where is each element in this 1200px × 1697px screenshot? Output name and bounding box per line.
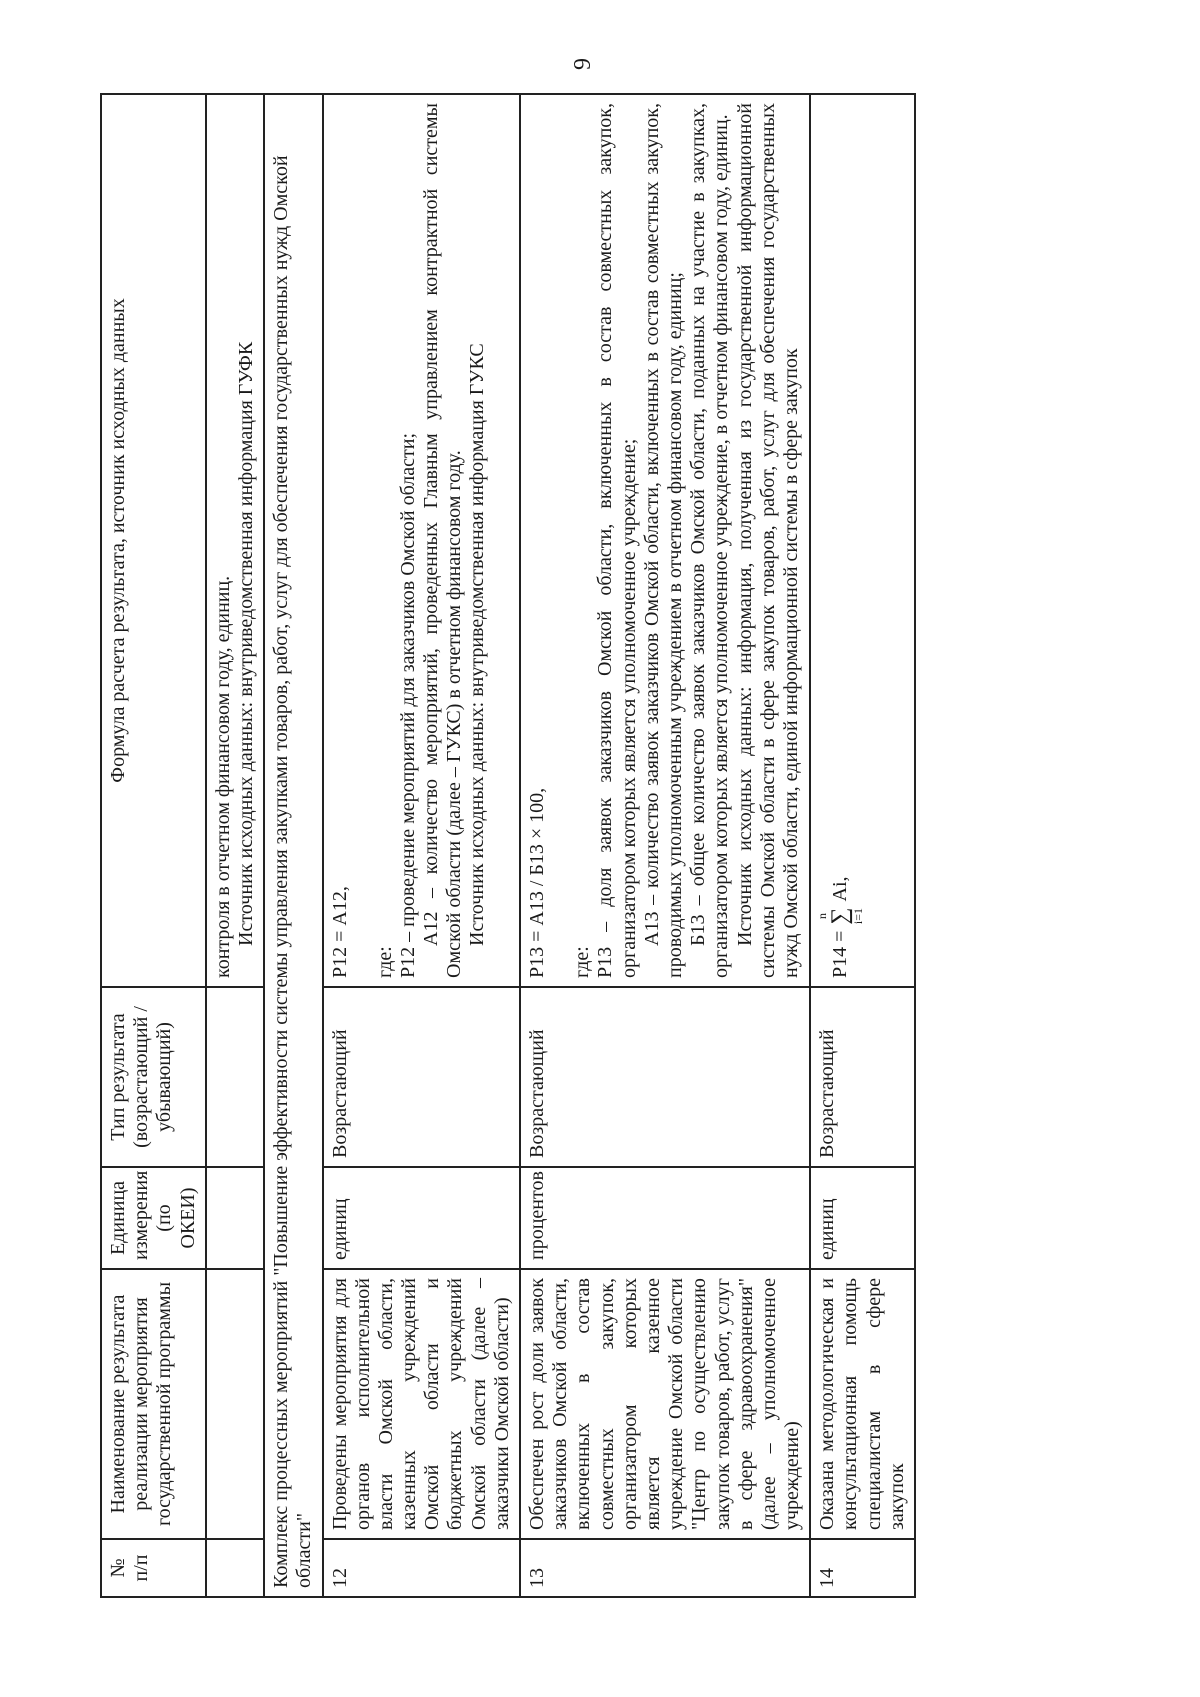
formula-definition: А13 – количество заявок заказчиков Омской области, включенных в состав совместных закупок, проводимых уполномоченным учреждением в отчетном финансовом году, единиц;: [640, 103, 686, 978]
row-unit: единиц: [323, 1167, 521, 1269]
row-name: Оказана методологическая и консультационная помощь специалистам в сфере закупок: [810, 1269, 915, 1539]
continuation-text: контроля в отчетном финансовом году, единиц.: [211, 575, 234, 978]
section-row: [264, 94, 322, 1597]
row-name: Проведены мероприятия для органов исполнительной власти Омской области, казенных учреждений Омской области и бюджетных учреждений Омской области (далее – заказчики Омской области): [323, 1269, 521, 1539]
row-unit: процентов: [520, 1167, 810, 1269]
row-num: 12: [323, 1539, 521, 1597]
row-formula-cell: [810, 94, 915, 987]
row-num: 13: [520, 1539, 810, 1597]
formula: Р12 = А12,: [328, 886, 351, 978]
formula: [816, 876, 864, 978]
table-row: [520, 94, 810, 1597]
formula-where: где:: [571, 946, 594, 978]
formula-where: где:: [373, 946, 396, 978]
continuation-source: Источник исходных данных: внутриведомственная информация ГУФК: [234, 341, 257, 946]
table-row: [323, 94, 521, 1597]
formula-definition: Б13 – общее количество заявок заказчиков Омской области, поданных на участие в закупках, организатором которых является уполномоченное учреждение, в отчетном финансовом году, единиц.: [687, 103, 733, 978]
results-table: [100, 93, 916, 1598]
formula-definition: Р13 – доля заявок заказчиков Омской области, включенных в состав совместных закупок, организатором которых является уполномоченное учреждение;: [594, 103, 640, 978]
sum-upper-limit: n: [815, 913, 830, 920]
formula: Р13 = А13 / Б13 × 100,: [526, 787, 548, 978]
row-type: Возрастающий: [810, 987, 915, 1167]
row-num: 14: [810, 1539, 915, 1597]
row-type: Возрастающий: [520, 987, 810, 1167]
header-num: № п/п: [101, 1539, 206, 1597]
sigma-symbol: ∑: [827, 907, 854, 925]
row-type: Возрастающий: [323, 987, 521, 1167]
formula-lhs: Р14 =: [828, 930, 851, 978]
row-name: Обеспечен рост доли заявок заказчиков Омской области, включенных в состав совместных закупок, организатором которых является казенное учреждение Омской области "Центр по осуществлению закупок товаров, работ, услуг в сфере здравоохранения" (далее – уполномоченное учреждение): [520, 1269, 810, 1539]
row-formula-cell: [520, 94, 810, 987]
header-formula: Формула расчета результата, источник исходных данных: [101, 94, 206, 987]
table-header-row: [101, 94, 206, 1597]
header-unit: Единица измерения (по ОКЕИ): [101, 1167, 206, 1269]
row-unit: единиц: [810, 1167, 915, 1269]
page-number: 9: [570, 58, 596, 70]
continuation-row: [206, 94, 264, 1597]
summation: [816, 907, 864, 924]
formula-rhs: Ai,: [828, 876, 851, 902]
continuation-cell: [206, 94, 264, 987]
header-type: Тип результата (возрастающий / убывающий): [101, 987, 206, 1167]
header-name: Наименование результата реализации мероприятия государственной программы: [101, 1269, 206, 1539]
section-title: Комплекс процессных мероприятий "Повышение эффективности системы управления закупками товаров, работ, услуг для обеспечения государственных нужд Омской области": [264, 94, 322, 1597]
formula-source: Источник исходных данных: информация, полученная из государственной информационной системы Омской области в сфере закупок товаров, работ, услуг для обеспечения государственных нужд Омской области, единой информационной системы в сфере закупок: [733, 103, 802, 978]
rotated-page: [100, 50, 1160, 1630]
table-row: [810, 94, 915, 1597]
formula-definition: А12 – количество мероприятий, проведенных Главным управлением контрактной системы Омской области (далее – ГУКС) в отчетном финансовом году.: [420, 103, 466, 978]
sum-lower-limit: i=1: [851, 907, 866, 925]
formula-definition: Р12 – проведение мероприятий для заказчиков Омской области;: [396, 432, 419, 978]
formula-source: Источник исходных данных: внутриведомственная информация ГУКС: [466, 343, 489, 946]
row-formula-cell: [323, 94, 521, 987]
